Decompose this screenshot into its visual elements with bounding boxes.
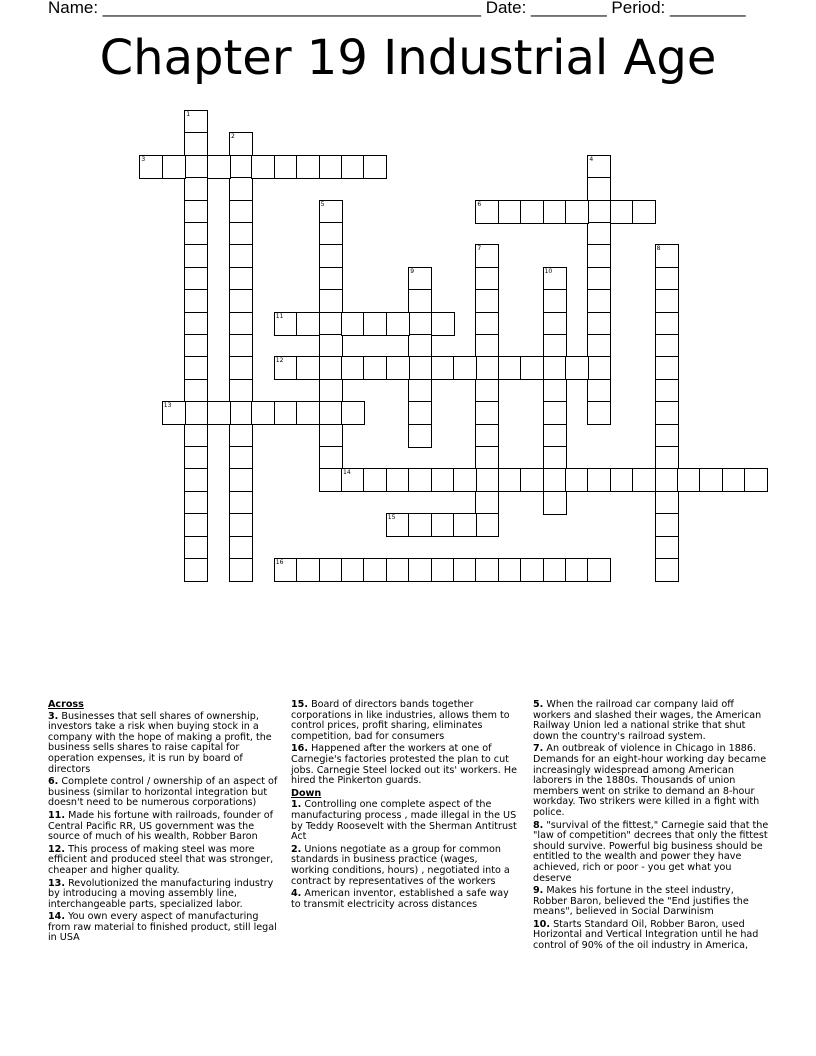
clue-down-4: 4. American inventor, established a safe way to transmit electricity across distances xyxy=(291,888,509,910)
clue-number: 5 xyxy=(320,200,325,208)
crossword-cell[interactable] xyxy=(184,334,208,358)
crossword-cell[interactable] xyxy=(229,424,253,448)
crossword-cell[interactable] xyxy=(475,491,499,515)
crossword-cell[interactable] xyxy=(386,558,410,582)
crossword-cell[interactable] xyxy=(408,356,432,380)
crossword-cell[interactable] xyxy=(498,468,522,492)
crossword-cell[interactable] xyxy=(319,558,343,582)
crossword-cell[interactable] xyxy=(655,244,679,268)
clue-down-5: 5. When the railroad car company laid off workers and slashed their wages, the American Railway Union led a national strike that shut down the country's railroad system. xyxy=(533,699,762,742)
crossword-cell[interactable] xyxy=(184,424,208,448)
crossword-cell[interactable] xyxy=(184,177,208,201)
crossword-cell[interactable] xyxy=(475,244,499,268)
clue-number: 9 xyxy=(410,267,415,275)
crossword-cell[interactable] xyxy=(655,312,679,336)
crossword-cell[interactable] xyxy=(453,558,477,582)
crossword-cell[interactable] xyxy=(184,356,208,380)
crossword-cell[interactable] xyxy=(655,513,679,537)
crossword-cell[interactable] xyxy=(184,379,208,403)
crossword-cell[interactable] xyxy=(229,267,253,291)
crossword-cell[interactable] xyxy=(587,244,611,268)
crossword-cell[interactable] xyxy=(229,177,253,201)
crossword-cell[interactable] xyxy=(363,356,387,380)
crossword-cell[interactable] xyxy=(744,468,768,492)
crossword-cell[interactable] xyxy=(655,424,679,448)
crossword-cell[interactable] xyxy=(475,312,499,336)
crossword-cell[interactable] xyxy=(363,468,387,492)
crossword-cell[interactable] xyxy=(587,267,611,291)
crossword-cell[interactable] xyxy=(475,424,499,448)
crossword-cell[interactable] xyxy=(139,155,163,179)
crossword-cell[interactable] xyxy=(498,200,522,224)
crossword-cell[interactable] xyxy=(543,267,567,291)
crossword-cell[interactable] xyxy=(207,155,231,179)
crossword-cell[interactable] xyxy=(655,379,679,403)
crossword-cell[interactable] xyxy=(431,513,455,537)
crossword-cell[interactable] xyxy=(632,200,656,224)
crossword-cell[interactable] xyxy=(587,468,611,492)
clue-number: 3 xyxy=(141,155,146,163)
crossword-cell[interactable] xyxy=(655,446,679,470)
clue-number: 14 xyxy=(343,469,351,477)
crossword-cell[interactable] xyxy=(319,468,343,492)
crossword-cell[interactable] xyxy=(722,468,746,492)
clue-number: 8 xyxy=(656,245,661,253)
crossword-cell[interactable] xyxy=(587,356,611,380)
crossword-cell[interactable] xyxy=(408,468,432,492)
crossword-cell[interactable] xyxy=(543,558,567,582)
crossword-cell[interactable] xyxy=(363,155,387,179)
crossword-cell[interactable] xyxy=(274,558,298,582)
clue-down-2: 2. Unions negotiate as a group for common standards in business practice (wages, working conditions, hours) , negotiated into a contract by representatives of the workers xyxy=(291,843,510,887)
clue-column-2 xyxy=(291,700,517,912)
crossword-cell[interactable] xyxy=(341,356,365,380)
down-heading: Down xyxy=(291,787,322,799)
crossword-cell[interactable] xyxy=(184,401,208,425)
crossword-cell[interactable] xyxy=(543,312,567,336)
crossword-cell[interactable] xyxy=(655,401,679,425)
crossword-cell[interactable] xyxy=(296,401,320,425)
crossword-cell[interactable] xyxy=(229,289,253,313)
crossword-cell[interactable] xyxy=(274,401,298,425)
crossword-cell[interactable] xyxy=(475,334,499,358)
crossword-cell[interactable] xyxy=(543,200,567,224)
crossword-cell[interactable] xyxy=(319,356,343,380)
crossword-cell[interactable] xyxy=(655,334,679,358)
clue-number: 12 xyxy=(275,357,284,365)
crossword-cell[interactable] xyxy=(341,155,365,179)
crossword-cell[interactable] xyxy=(565,468,589,492)
crossword-cell[interactable] xyxy=(475,200,499,224)
crossword-cell[interactable] xyxy=(565,558,589,582)
clue-number: 4 xyxy=(589,155,594,163)
crossword-cell[interactable] xyxy=(453,513,477,537)
crossword-cell[interactable] xyxy=(184,200,208,224)
crossword-cell[interactable] xyxy=(655,356,679,380)
crossword-cell[interactable] xyxy=(587,289,611,313)
crossword-cell[interactable] xyxy=(184,155,208,179)
crossword-cell[interactable] xyxy=(475,401,499,425)
crossword-cell[interactable] xyxy=(341,401,365,425)
crossword-cell[interactable] xyxy=(296,558,320,582)
crossword-cell[interactable] xyxy=(543,446,567,470)
clue-across-6: 6. Complete control / ownership of an aspect of business (similar to horizontal integration but doesn't need to be numerous corporations) xyxy=(48,776,278,809)
crossword-cell[interactable] xyxy=(229,222,253,246)
crossword-cell[interactable] xyxy=(184,110,208,134)
crossword-cell[interactable] xyxy=(431,312,455,336)
crossword-cell[interactable] xyxy=(184,244,208,268)
crossword-cell[interactable] xyxy=(475,356,499,380)
crossword-cell[interactable] xyxy=(543,334,567,358)
crossword-cell[interactable] xyxy=(587,558,611,582)
clue-column-3 xyxy=(533,700,769,954)
crossword-cell[interactable] xyxy=(296,356,320,380)
crossword-cell[interactable] xyxy=(475,468,499,492)
crossword-cell[interactable] xyxy=(229,334,253,358)
crossword-cell[interactable] xyxy=(184,491,208,515)
crossword-cell[interactable] xyxy=(162,155,186,179)
crossword-cell[interactable] xyxy=(475,558,499,582)
clue-number: 13 xyxy=(163,402,172,410)
crossword-cell[interactable] xyxy=(184,468,208,492)
crossword-cell[interactable] xyxy=(587,401,611,425)
crossword-cell[interactable] xyxy=(587,200,611,224)
crossword-cell[interactable] xyxy=(184,558,208,582)
crossword-cell[interactable] xyxy=(408,379,432,403)
crossword-cell[interactable] xyxy=(319,155,343,179)
crossword-cell[interactable] xyxy=(363,312,387,336)
crossword-cell[interactable] xyxy=(319,312,343,336)
crossword-cell[interactable] xyxy=(543,379,567,403)
crossword-cell[interactable] xyxy=(229,155,253,179)
crossword-cell[interactable] xyxy=(319,446,343,470)
crossword-cell[interactable] xyxy=(319,379,343,403)
crossword-cell[interactable] xyxy=(655,491,679,515)
crossword-cell[interactable] xyxy=(587,312,611,336)
crossword-cell[interactable] xyxy=(229,401,253,425)
crossword-cell[interactable] xyxy=(229,244,253,268)
crossword-cell[interactable] xyxy=(229,558,253,582)
clue-number: 11 xyxy=(275,312,284,320)
crossword-cell[interactable] xyxy=(319,200,343,224)
puzzle-title: Chapter 19 Industrial Age xyxy=(99,30,717,86)
crossword-cell[interactable] xyxy=(229,513,253,537)
crossword-cell[interactable] xyxy=(229,200,253,224)
crossword-cell[interactable] xyxy=(386,312,410,336)
clue-across-11: 11. Made his fortune with railroads, founder of Central Pacific RR, US government was the source of much of his wealth, Robber Baron xyxy=(48,809,273,843)
crossword-cell[interactable] xyxy=(408,334,432,358)
crossword-cell[interactable] xyxy=(498,558,522,582)
crossword-cell[interactable] xyxy=(184,312,208,336)
crossword-cell[interactable] xyxy=(408,312,432,336)
crossword-cell[interactable] xyxy=(453,356,477,380)
crossword-cell[interactable] xyxy=(296,155,320,179)
crossword-cell[interactable] xyxy=(341,468,365,492)
crossword-cell[interactable] xyxy=(655,558,679,582)
crossword-cell[interactable] xyxy=(341,312,365,336)
crossword-cell[interactable] xyxy=(587,222,611,246)
crossword-cell[interactable] xyxy=(319,244,343,268)
crossword-cell[interactable] xyxy=(319,289,343,313)
clue-across-3: 3. Businesses that sell shares of ownership, investors take a risk when buying stock in a company with the hope of making a profit, the business sells shares to raise capital for operation expenses, it is run by board of directors xyxy=(48,710,272,775)
clue-down-7: 7. An outbreak of violence in Chicago in 1886. Demands for an eight-hour working day became increasingly widespread among American laborers in the 1880s. Thousands of union members went on strike to demand an 8-hour workday. Two strikers were killed in a fight with police. xyxy=(533,743,767,818)
crossword-cell[interactable] xyxy=(431,468,455,492)
crossword-cell[interactable] xyxy=(655,536,679,560)
crossword-cell[interactable] xyxy=(655,468,679,492)
clue-down-8: 8. "survival of the fittest," Carnegie said that the "law of competition" decrees that only the fittest should survive. Powerful big business should be entitled to the wealth and power they have achieved, rich or poor - you get what you deserve xyxy=(533,819,769,884)
crossword-cell[interactable] xyxy=(655,267,679,291)
crossword-cell[interactable] xyxy=(408,401,432,425)
crossword-cell[interactable] xyxy=(319,334,343,358)
crossword-cell[interactable] xyxy=(408,289,432,313)
crossword-cell[interactable] xyxy=(229,468,253,492)
crossword-cell[interactable] xyxy=(229,491,253,515)
clue-across-12: 12. This process of making steel was more efficient and produced steel that was stronger, cheaper and higher quality. xyxy=(48,843,274,876)
crossword-cell[interactable] xyxy=(543,289,567,313)
crossword-cell[interactable] xyxy=(475,513,499,537)
crossword-cell[interactable] xyxy=(587,177,611,201)
crossword-cell[interactable] xyxy=(207,401,231,425)
clue-across-16: 16. Happened after the workers at one of Carnegie's factories protested the plan to cut jobs. Carnegie Steel locked out its' workers. He hired the Pinkerton guards. xyxy=(291,743,518,787)
crossword-cell[interactable] xyxy=(386,513,410,537)
crossword-cell[interactable] xyxy=(453,468,477,492)
crossword-cell[interactable] xyxy=(386,468,410,492)
crossword-cell[interactable] xyxy=(475,446,499,470)
clue-number: 1 xyxy=(186,111,191,118)
crossword-cell[interactable] xyxy=(543,356,567,380)
clue-column-1 xyxy=(48,700,282,946)
crossword-cell[interactable] xyxy=(229,379,253,403)
name-date-period-line: Name: ________________________________________ Date: ________ Period: ________ xyxy=(48,0,746,17)
crossword-cell[interactable] xyxy=(229,132,253,156)
crossword-cell[interactable] xyxy=(184,536,208,560)
crossword-cell[interactable] xyxy=(610,200,634,224)
crossword-cell[interactable] xyxy=(229,446,253,470)
crossword-cell[interactable] xyxy=(251,155,275,179)
clue-number: 2 xyxy=(231,133,235,141)
crossword-cell[interactable] xyxy=(565,356,589,380)
crossword-cell[interactable] xyxy=(587,155,611,179)
crossword-cell[interactable] xyxy=(319,401,343,425)
crossword-cell[interactable] xyxy=(274,312,298,336)
crossword-cell[interactable] xyxy=(319,267,343,291)
crossword-cell[interactable] xyxy=(408,424,432,448)
crossword-cell[interactable] xyxy=(520,468,544,492)
crossword-cell[interactable] xyxy=(341,558,365,582)
crossword-cell[interactable] xyxy=(655,289,679,313)
crossword-cell[interactable] xyxy=(296,312,320,336)
clue-down-9: 9. Makes his fortune in the steel industry, Robber Baron, believed the "End justifies the means", believed in Social Darwinism xyxy=(533,885,749,918)
crossword-cell[interactable] xyxy=(184,446,208,470)
crossword-cell[interactable] xyxy=(587,334,611,358)
crossword-cell[interactable] xyxy=(699,468,723,492)
clue-number: 7 xyxy=(477,245,482,253)
crossword-cell[interactable] xyxy=(520,558,544,582)
crossword-cell[interactable] xyxy=(543,491,567,515)
crossword-cell[interactable] xyxy=(229,536,253,560)
clue-number: 10 xyxy=(544,267,553,275)
crossword-cell[interactable] xyxy=(431,558,455,582)
crossword-cell[interactable] xyxy=(229,312,253,336)
crossword-cell[interactable] xyxy=(520,200,544,224)
crossword-cell[interactable] xyxy=(587,379,611,403)
clue-down-1: 1. Controlling one complete aspect of the manufacturing process , made illegal in the US by Teddy Roosevelt with the Sherman Antitrust Act xyxy=(291,799,517,843)
crossword-cell[interactable] xyxy=(475,289,499,313)
crossword-cell[interactable] xyxy=(475,379,499,403)
crossword-cell[interactable] xyxy=(184,289,208,313)
clue-across-14: 14. You own every aspect of manufacturing from raw material to finished product, still legal in USA xyxy=(48,911,277,944)
crossword-cell[interactable] xyxy=(431,356,455,380)
crossword-cell[interactable] xyxy=(386,356,410,380)
crossword-cell[interactable] xyxy=(363,558,387,582)
crossword-cell[interactable] xyxy=(677,468,701,492)
crossword-cell[interactable] xyxy=(498,356,522,380)
across-heading: Across xyxy=(48,699,84,710)
crossword-cell[interactable] xyxy=(610,468,634,492)
crossword-cell[interactable] xyxy=(475,267,499,291)
clue-across-15: 15. Board of directors bands together corporations in like industries, allows them to control prices, profit sharing, eliminates competition, bad for consumers xyxy=(291,699,510,742)
crossword-cell[interactable] xyxy=(543,468,567,492)
crossword-cell[interactable] xyxy=(184,267,208,291)
crossword-cell[interactable] xyxy=(408,513,432,537)
crossword-cell[interactable] xyxy=(229,356,253,380)
crossword-cell[interactable] xyxy=(274,155,298,179)
crossword-cell[interactable] xyxy=(184,222,208,246)
crossword-cell[interactable] xyxy=(319,222,343,246)
clue-across-13: 13. Revolutionized the manufacturing industry by introducing a moving assembly line, interchangeable parts, specialized labor. xyxy=(48,877,274,910)
crossword-cell[interactable] xyxy=(408,267,432,291)
crossword-cell[interactable] xyxy=(408,558,432,582)
crossword-cell[interactable] xyxy=(319,424,343,448)
crossword-cell[interactable] xyxy=(565,200,589,224)
crossword-cell[interactable] xyxy=(543,424,567,448)
crossword-cell[interactable] xyxy=(251,401,275,425)
clue-down-10: 10. Starts Standard Oil, Robber Baron, used Horizontal and Vertical Integration until he had control of 90% of the oil industry in America, xyxy=(533,918,759,952)
crossword-cell[interactable] xyxy=(520,356,544,380)
crossword-cell[interactable] xyxy=(184,132,208,156)
clue-number: 15 xyxy=(387,514,396,522)
crossword-cell[interactable] xyxy=(632,468,656,492)
clue-number: 16 xyxy=(275,559,284,566)
crossword-cell[interactable] xyxy=(162,401,186,425)
crossword-cell[interactable] xyxy=(274,356,298,380)
crossword-cell[interactable] xyxy=(184,513,208,537)
crossword-cell[interactable] xyxy=(543,401,567,425)
clue-number: 6 xyxy=(477,200,482,208)
